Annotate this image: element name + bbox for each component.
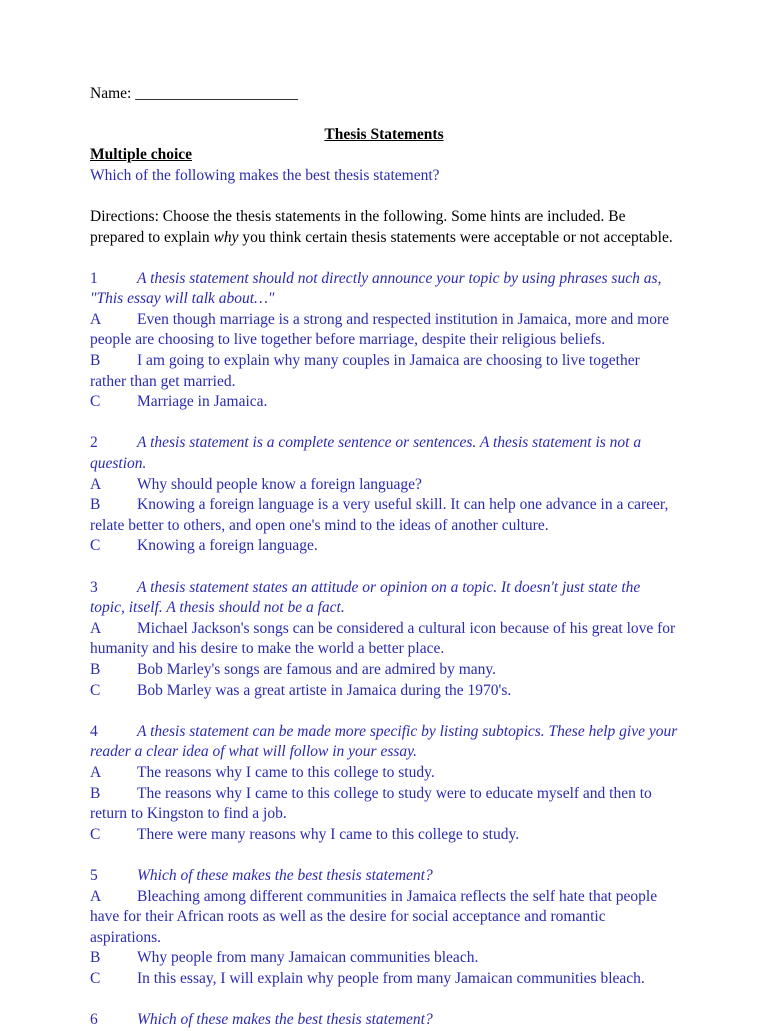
option-letter: B bbox=[90, 661, 101, 679]
question-number: 2 bbox=[90, 434, 98, 452]
section-heading: Multiple choice bbox=[90, 146, 193, 164]
option-text: Knowing a foreign language is a very useful skill. It can help one advance in a career, relate better to others, and open one's mind to the ideas of another culture. bbox=[90, 496, 669, 534]
question-hint-line bbox=[90, 866, 678, 887]
option-text: Bob Marley's songs are famous and are admired by many. bbox=[137, 661, 497, 679]
question-hint-line bbox=[90, 269, 678, 310]
question-hint: A thesis statement can be made more specific by listing subtopics. These help give your reader a clear idea of what will follow in your essay. bbox=[90, 722, 678, 761]
option-line bbox=[90, 536, 678, 557]
option-letter: B bbox=[90, 784, 101, 802]
question-number: 6 bbox=[90, 1011, 98, 1029]
option-letter: A bbox=[90, 887, 102, 905]
option-line bbox=[90, 825, 678, 846]
option-line bbox=[90, 763, 678, 784]
question-hint-line bbox=[90, 722, 678, 763]
option-letter: A bbox=[90, 619, 102, 637]
option-text: Knowing a foreign language. bbox=[137, 537, 318, 555]
option-line bbox=[90, 660, 678, 681]
option-letter: A bbox=[90, 310, 102, 328]
option-text: In this essay, I will explain why people from many Jamaican communities bleach. bbox=[137, 969, 645, 987]
question-number: 4 bbox=[90, 722, 98, 740]
page-title: Thesis Statements bbox=[324, 125, 444, 143]
directions bbox=[90, 207, 678, 248]
option-letter: C bbox=[90, 537, 101, 555]
question-number: 3 bbox=[90, 578, 98, 596]
option-text: Michael Jackson's songs can be considered a cultural icon because of his great love for humanity and his desire to make the world a better place. bbox=[90, 619, 676, 658]
question-number: 1 bbox=[90, 269, 98, 287]
question-hint-line bbox=[90, 578, 678, 619]
option-text: The reasons why I came to this college to study were to educate myself and then to return to Kingston to find a job. bbox=[90, 784, 652, 823]
questions bbox=[90, 269, 678, 1031]
option-text: Bob Marley was a great artiste in Jamaica during the 1970's. bbox=[137, 681, 512, 699]
option-line bbox=[90, 619, 678, 660]
option-text: Even though marriage is a strong and respected institution in Jamaica, more and more people are choosing to live together before marriage, despite their religious beliefs. bbox=[90, 310, 670, 349]
question-hint: A thesis statement should not directly announce your topic by using phrases such as, "This essay will talk about…" bbox=[90, 269, 662, 308]
subheading: Which of the following makes the best thesis statement? bbox=[90, 166, 440, 184]
option-text: Why people from many Jamaican communities bleach. bbox=[137, 949, 479, 967]
name-label: Name: bbox=[90, 85, 132, 102]
option-text: There were many reasons why I came to this college to study. bbox=[137, 825, 520, 843]
question-hint: Which of these makes the best thesis statement? bbox=[137, 866, 433, 884]
option-text: The reasons why I came to this college to study. bbox=[137, 763, 435, 781]
option-letter: C bbox=[90, 681, 101, 699]
question-hint: A thesis statement is a complete sentence or sentences. A thesis statement is not a question. bbox=[90, 434, 642, 473]
option-letter: C bbox=[90, 969, 101, 987]
question-block bbox=[90, 433, 678, 557]
option-line bbox=[90, 351, 678, 392]
option-line bbox=[90, 310, 678, 351]
option-line bbox=[90, 681, 678, 702]
option-line bbox=[90, 969, 678, 990]
option-text: I am going to explain why many couples in Jamaica are choosing to live together rather than get married. bbox=[90, 352, 640, 390]
directions-pre: Directions: Choose the thesis statements in the following. Some hints are included. Be prepared to explain bbox=[90, 207, 626, 246]
option-letter: C bbox=[90, 825, 101, 843]
question-hint-line bbox=[90, 1010, 678, 1031]
question-number: 5 bbox=[90, 866, 98, 884]
option-text: Why should people know a foreign language? bbox=[137, 475, 422, 493]
question-block bbox=[90, 1010, 678, 1031]
name-blank: _____________________ bbox=[135, 85, 298, 102]
spacer bbox=[90, 186, 678, 207]
option-text: Bleaching among different communities in Jamaica reflects the self hate that people have for their African roots as well as the desire for social acceptance and romantic aspirations. bbox=[90, 887, 658, 946]
option-line bbox=[90, 887, 678, 949]
option-letter: A bbox=[90, 763, 102, 781]
option-line bbox=[90, 392, 678, 413]
option-letter: B bbox=[90, 949, 101, 967]
option-line bbox=[90, 495, 678, 536]
option-letter: B bbox=[90, 352, 101, 370]
question-block bbox=[90, 722, 678, 846]
option-letter: A bbox=[90, 475, 102, 493]
option-letter: B bbox=[90, 496, 101, 514]
option-letter: C bbox=[90, 393, 101, 411]
question-block bbox=[90, 866, 678, 990]
option-line bbox=[90, 784, 678, 825]
option-text: Marriage in Jamaica. bbox=[137, 393, 268, 411]
directions-post: you think certain thesis statements were acceptable or not acceptable. bbox=[238, 228, 673, 246]
name-line bbox=[90, 84, 678, 105]
question-hint-line bbox=[90, 433, 678, 474]
option-line bbox=[90, 475, 678, 496]
spacer bbox=[90, 248, 678, 269]
option-line bbox=[90, 948, 678, 969]
question-block bbox=[90, 578, 678, 702]
question-block bbox=[90, 269, 678, 413]
directions-italic-word: why bbox=[213, 228, 239, 246]
question-hint: Which of these makes the best thesis statement? bbox=[137, 1011, 433, 1029]
question-hint: A thesis statement states an attitude or opinion on a topic. It doesn't just state the topic, itself. A thesis should not be a fact. bbox=[90, 578, 641, 617]
